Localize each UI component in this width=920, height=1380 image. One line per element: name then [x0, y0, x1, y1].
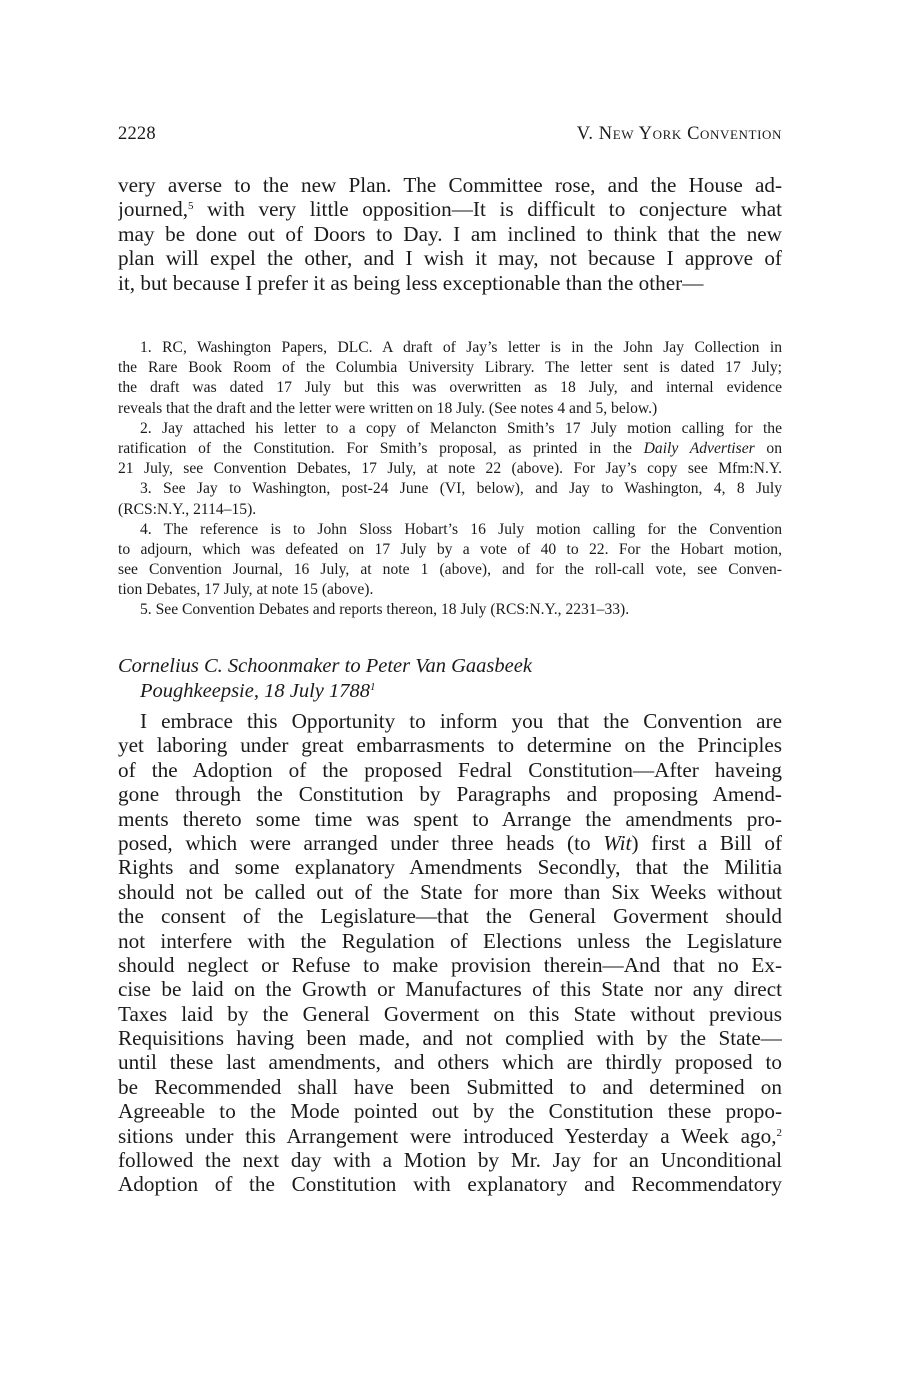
note-line: 4. The reference is to John Sloss Hobart’s 16 July motion calling for the Convention	[140, 520, 782, 538]
note-line: 3. See Jay to Washington, post-24 June (VI, below), and Jay to Washington, 4, 8 July	[140, 480, 782, 498]
text-line: posed, which were arranged under three heads (to Wit) first a Bill of	[118, 830, 782, 855]
text-line: cise be laid on the Growth or Manufactures of this State nor any direct	[118, 977, 782, 1002]
text-line: I embrace this Opportunity to inform you that the Convention are	[140, 709, 782, 733]
text-line: sitions under this Arrangement were introduced Yesterday a Week ago,$^2$	[118, 1123, 782, 1148]
note-5	[118, 600, 782, 620]
continued-letter-text	[118, 173, 782, 295]
text-line: followed the next day with a Motion by Mr. Jay for an Unconditional	[118, 1148, 782, 1173]
note-3	[118, 479, 782, 519]
note-line: 5. See Convention Debates and reports thereon, 18 July (RCS:N.Y., 2231–33).	[140, 601, 630, 619]
text-line: may be done out of Doors to Day. I am inclined to think that the new	[118, 221, 782, 246]
note-line: (RCS:N.Y., 2114–15).	[118, 500, 257, 518]
endnotes	[118, 338, 782, 621]
text-line: very averse to the new Plan. The Committee rose, and the House ad-	[118, 173, 782, 197]
note-reference: 1	[369, 681, 376, 694]
text-line: Rights and some explanatory Amendments Secondly, that the Militia	[118, 855, 782, 880]
text-line: the consent of the Legislature—that the General Goverment should	[118, 904, 782, 929]
text-line: ments thereto some time was spent to Arrange the amendments pro-	[118, 806, 782, 831]
note-line: 21 July, see Convention Debates, 17 July, at note 22 (above). For Jay’s copy see Mfm:N.Y.	[118, 460, 782, 478]
italic-word: Wit	[603, 830, 632, 855]
note-line: tion Debates, 17 July, at note 15 (above).	[118, 581, 374, 599]
text-line: not interfere with the Regulation of Elections unless the Legislature	[118, 928, 782, 953]
document-title: Cornelius C. Schoonmaker to Peter Van Gaasbeek	[118, 655, 532, 677]
note-line: 2. Jay attached his letter to a copy of Melancton Smith’s 17 July motion calling for the	[140, 419, 782, 437]
text-line: be Recommended shall have been Submitted to and determined on	[118, 1074, 782, 1099]
text-line: it, but because I prefer it as being less exceptionable than the other—	[118, 270, 704, 295]
note-line: to adjourn, which was defeated on 17 July by a vote of 40 to 22. For the Hobart motion,	[118, 540, 782, 558]
text-line: gone through the Constitution by Paragraphs and proposing Amend-	[118, 782, 782, 807]
text-line: yet laboring under great embarrasments to determine on the Principles	[118, 733, 782, 758]
note-line: reveals that the draft and the letter were written on 18 July. (See notes 4 and 5, below.)	[118, 399, 658, 417]
note-line: the draft was dated 17 July but this was overwritten as 18 July, and internal evidence	[118, 379, 782, 397]
running-title: V. New York Convention	[576, 124, 782, 144]
newspaper-title: Daily Advertiser	[643, 439, 755, 457]
document-heading	[118, 654, 782, 704]
document-dateline: Poughkeepsie, 18 July 1788$^1$	[140, 680, 376, 702]
text-line: Requisitions having been made, and not complied with by the State—	[118, 1026, 782, 1051]
text-line: Adoption of the Constitution with explanatory and Recommendatory	[118, 1172, 782, 1197]
page-header	[118, 124, 782, 150]
note-1	[118, 338, 782, 419]
note-reference: 2	[776, 1126, 782, 1139]
text-line: should not be called out of the State for more than Six Weeks without	[118, 879, 782, 904]
letter-text	[118, 709, 782, 1197]
text-line: until these last amendments, and others which are thirdly proposed to	[118, 1050, 782, 1075]
note-line: ratification of the Constitution. For Smith’s proposal, as printed in the Daily Advertiser on	[118, 439, 782, 457]
note-reference: 5	[188, 200, 194, 213]
text-line: of the Adoption of the proposed Fedral Constitution—After haveing	[118, 757, 782, 782]
page-number: 2228	[118, 124, 156, 144]
note-2	[118, 419, 782, 480]
note-line: the Rare Book Room of the Columbia University Library. The letter sent is dated 17 July;	[118, 359, 782, 377]
text-line: Agreeable to the Mode pointed out by the Constitution these propo-	[118, 1099, 782, 1124]
text-line: Taxes laid by the General Goverment on this State without previous	[118, 1001, 782, 1026]
note-line: 1. RC, Washington Papers, DLC. A draft of Jay’s letter is in the John Jay Collection in	[140, 339, 782, 356]
note-line: see Convention Journal, 16 July, at note 1 (above), and for the roll-call vote, see Conven-	[118, 561, 782, 579]
text-line: should neglect or Refuse to make provision therein—And that no Ex-	[118, 952, 782, 977]
text-line: journed,$^5$ with very little opposition—It is difficult to conjecture what	[118, 197, 782, 222]
text-line: plan will expel the other, and I wish it may, not because I approve of	[118, 246, 782, 271]
note-4	[118, 520, 782, 601]
